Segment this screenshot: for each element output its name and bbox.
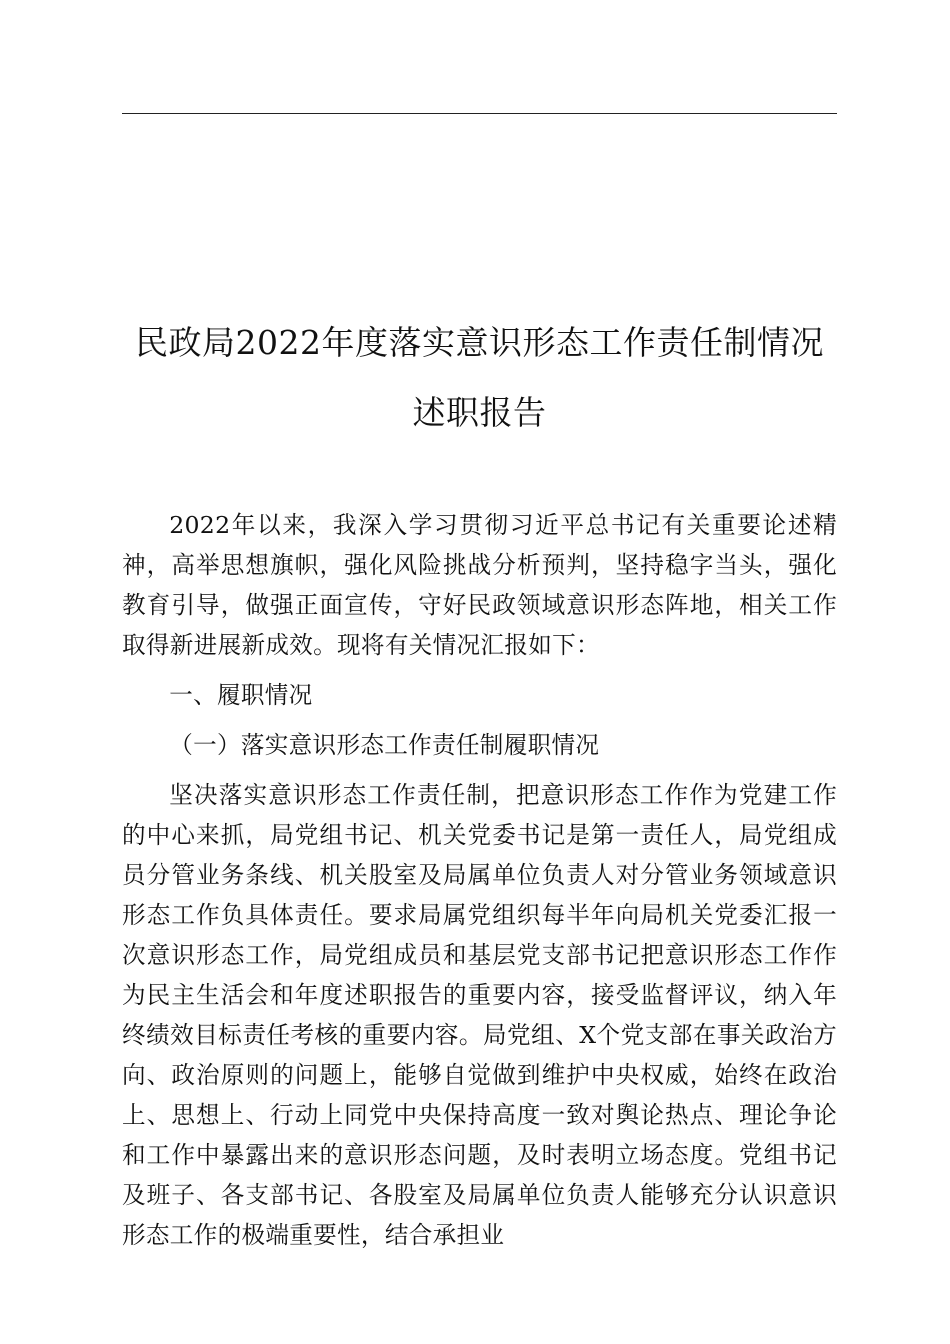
intro-paragraph: 2022年以来，我深入学习贯彻习近平总书记有关重要论述精神，高举思想旗帜，强化风险挑战分析预判，坚持稳字当头，强化教育引导，做强正面宣传，守好民政领域意识形态阵地，相关工作取得新进展新成效。现将有关情况汇报如下： <box>122 511 837 659</box>
document-body <box>122 505 837 1255</box>
header-rule <box>122 113 837 114</box>
body-paragraph: 坚决落实意识形态工作责任制，把意识形态工作作为党建工作的中心来抓，局党组书记、机关党委书记是第一责任人，局党组成员分管业务条线、机关股室及局属单位负责人对分管业务领域意识形态工作负具体责任。要求局属党组织每半年向局机关党委汇报一次意识形态工作，局党组成员和基层党支部书记把意识形态工作作为民主生活会和年度述职报告的重要内容，接受监督评议，纳入年终绩效目标责任考核的重要内容。局党组、X个党支部在事关政治方向、政治原则的问题上，能够自觉做到维护中央权威，始终在政治上、思想上、行动上同党中央保持高度一致对舆论热点、理论争论和工作中暴露出来的意识形态问题，及时表明立场态度。党组书记及班子、各支部书记、各股室及局属单位负责人能够充分认识意识形态工作的极端重要性，结合承担业 <box>122 781 837 1249</box>
subsection-heading: （一）落实意识形态工作责任制履职情况 <box>169 731 600 759</box>
document-title: 民政局2022年度落实意识形态工作责任制情况述职报告 <box>135 323 824 432</box>
section-heading: 一、履职情况 <box>169 681 313 709</box>
